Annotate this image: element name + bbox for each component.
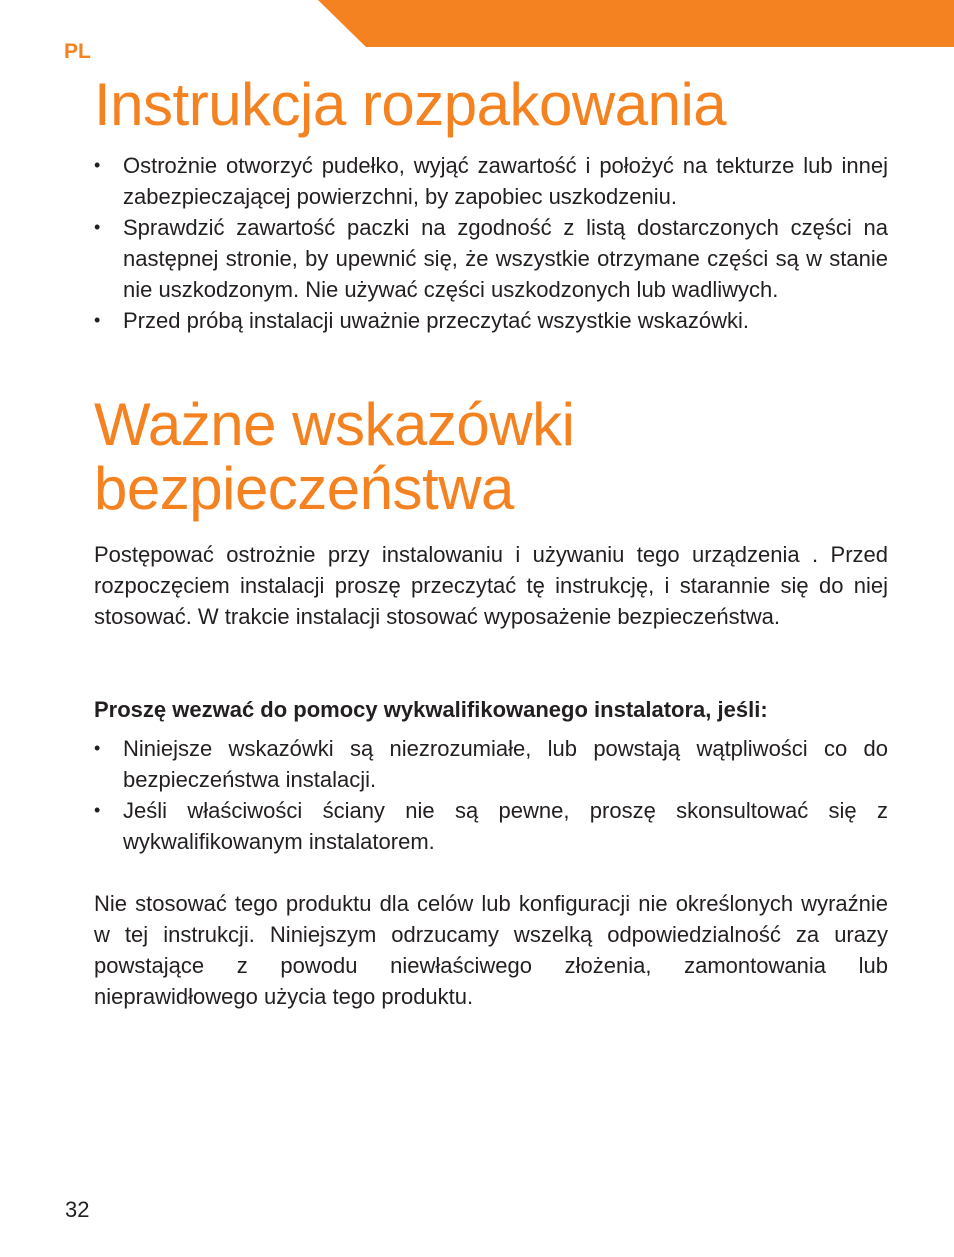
- page-number: 32: [65, 1197, 90, 1222]
- header-orange-tab: [318, 0, 954, 47]
- list-item: • Sprawdzić zawartość paczki na zgodność z listą dostarczonych części na następnej stronie, by upewnić się, że wszystkie otrzymane części są w stanie nie uszkodzonym. Nie używać części uszkodzonych lub wadliwych.: [94, 212, 888, 305]
- disclaimer-paragraph: Nie stosować tego produktu dla celów lub konfiguracji nie określonych wyraźnie w tej instrukcji. Niniejszym odrzucamy wszelką odpowiedzialność za urazy powstające z powodu niewłaściwego złożenia, zamontowania lub nieprawidłowego użycia tego produktu.: [94, 891, 888, 1009]
- unpacking-title: Instrukcja rozpakowania: [94, 71, 727, 138]
- unpacking-list: [94, 150, 888, 336]
- list-item: • Jeśli właściwości ściany nie są pewne, proszę skonsultować się z wykwalifikowanym instalatorem.: [94, 795, 888, 857]
- list-item: • Ostrożnie otworzyć pudełko, wyjąć zawartość i położyć na tekturze lub innej zabezpieczającej powierzchni, by zapobiec uszkodzeniu.: [94, 150, 888, 212]
- installer-call-list: [94, 733, 888, 857]
- list-item: • Przed próbą instalacji uważnie przeczytać wszystkie wskazówki.: [94, 305, 888, 336]
- installer-call-heading: Proszę wezwać do pomocy wykwalifikowanego instalatora, jeśli:: [94, 697, 768, 722]
- safety-intro-paragraph: Postępować ostrożnie przy instalowaniu i używaniu tego urządzenia . Przed rozpoczęciem instalacji proszę przeczytać tę instrukcję, i starannie się do niej stosować. W trakcie instalacji stosować wyposażenie bezpieczeństwa.: [94, 542, 888, 629]
- safety-title: Ważne wskazówki bezpieczeństwa: [94, 391, 575, 522]
- list-item: • Niniejsze wskazówki są niezrozumiałe, lub powstają wątpliwości co do bezpieczeństwa instalacji.: [94, 733, 888, 795]
- language-code: PL: [64, 40, 91, 63]
